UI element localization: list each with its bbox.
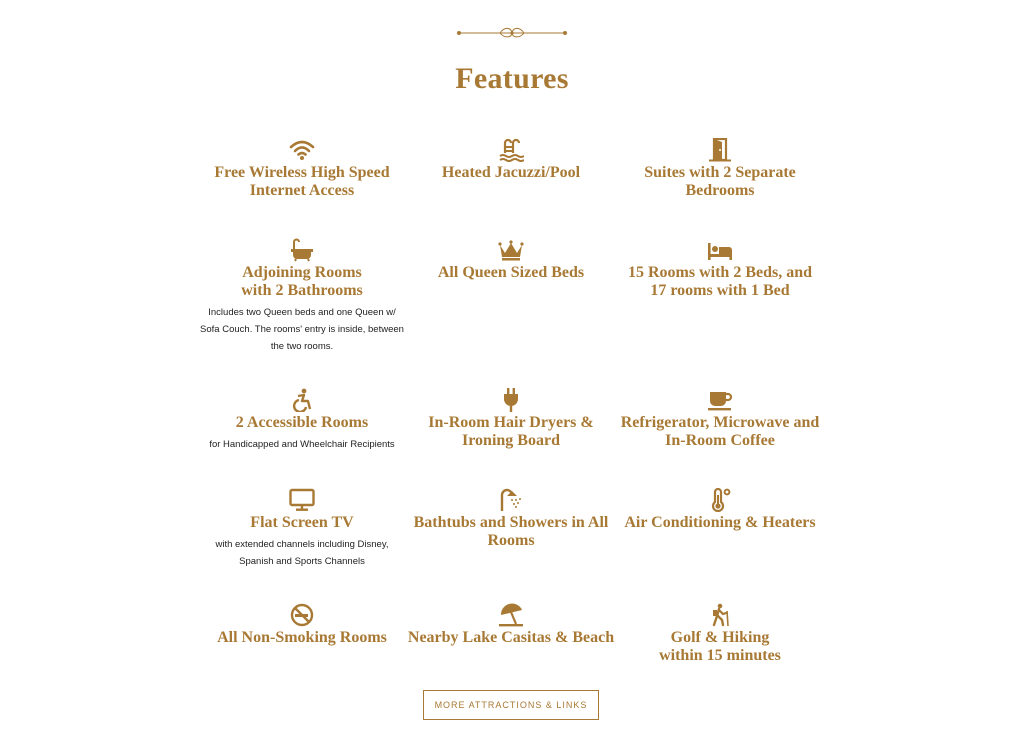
feature-refrigerator (610, 388, 830, 450)
section-title: Features (455, 62, 569, 95)
feature-wifi (192, 138, 412, 200)
feature-label-line: Internet Access (249, 182, 355, 199)
feature-label-line: Rooms (487, 532, 535, 549)
shower-icon (498, 488, 524, 512)
feature-label-line: All Non-Smoking Rooms (217, 629, 387, 646)
feature-description: with extended channels including Disney, Spanish and Sports Channels (215, 539, 389, 567)
feature-adjoining (192, 238, 412, 355)
feature-description: for Handicapped and Wheelchair Recipients (209, 439, 395, 450)
bathtub-icon (289, 238, 315, 262)
more-attractions-button[interactable]: MORE ATTRACTIONS & LINKS (423, 690, 599, 720)
feature-label-line: 17 rooms with 1 Bed (650, 282, 790, 299)
feature-label-line: Ironing Board (462, 432, 560, 449)
feature-rooms-beds (610, 238, 830, 300)
feature-accessible (192, 388, 412, 453)
feature-label-line: Flat Screen TV (250, 514, 354, 531)
feature-label-line: within 15 minutes (659, 647, 781, 664)
feature-bathtubs-showers (401, 488, 621, 550)
tv-icon (289, 488, 315, 512)
feature-label-line: Adjoining Rooms (242, 264, 362, 281)
feature-non-smoking (192, 603, 412, 647)
feature-label-line: Nearby Lake Casitas & Beach (407, 629, 615, 646)
pool-icon (498, 138, 524, 162)
no-smoking-icon (289, 603, 315, 627)
door-icon (707, 138, 733, 162)
feature-label-line: Bedrooms (685, 182, 755, 199)
feature-label-line: Suites with 2 Separate (644, 164, 796, 181)
beach-umbrella-icon (498, 603, 524, 627)
feature-queen-beds (401, 238, 621, 282)
feature-label-line: Golf & Hiking (670, 629, 770, 646)
feature-pool (401, 138, 621, 182)
feature-label-line: In-Room Coffee (665, 432, 775, 449)
feature-tv (192, 488, 412, 570)
feature-label-line: Heated Jacuzzi/Pool (441, 164, 581, 181)
feature-golf-hiking (610, 603, 830, 665)
feature-lake-beach (401, 603, 621, 647)
feature-label-line: 15 Rooms with 2 Beds, and (627, 264, 813, 281)
feature-label-line: Refrigerator, Microwave and (620, 414, 820, 431)
thermometer-icon (707, 488, 733, 512)
plug-icon (498, 388, 524, 412)
feature-label-line: All Queen Sized Beds (437, 264, 585, 281)
feature-air-conditioning (610, 488, 830, 532)
feature-label-line: In-Room Hair Dryers & (428, 414, 594, 431)
wifi-icon (289, 138, 315, 162)
feature-suites (610, 138, 830, 200)
feature-label-line: with 2 Bathrooms (241, 282, 363, 299)
coffee-icon (707, 388, 733, 412)
feature-label-line: Free Wireless High Speed (214, 164, 390, 181)
bed-icon (707, 238, 733, 262)
feature-hair-dryers (401, 388, 621, 450)
feature-label-line: 2 Accessible Rooms (235, 414, 369, 431)
feature-label-line: Air Conditioning & Heaters (624, 514, 816, 531)
hiking-icon (707, 603, 733, 627)
crown-icon (498, 238, 524, 262)
feature-label-line: Bathtubs and Showers in All (413, 514, 609, 531)
feature-description: Includes two Queen beds and one Queen w/ Sofa Couch. The rooms' entry is inside, between the two rooms. (200, 307, 404, 352)
accessible-icon (289, 388, 315, 412)
ornamental-divider-icon (456, 25, 568, 39)
